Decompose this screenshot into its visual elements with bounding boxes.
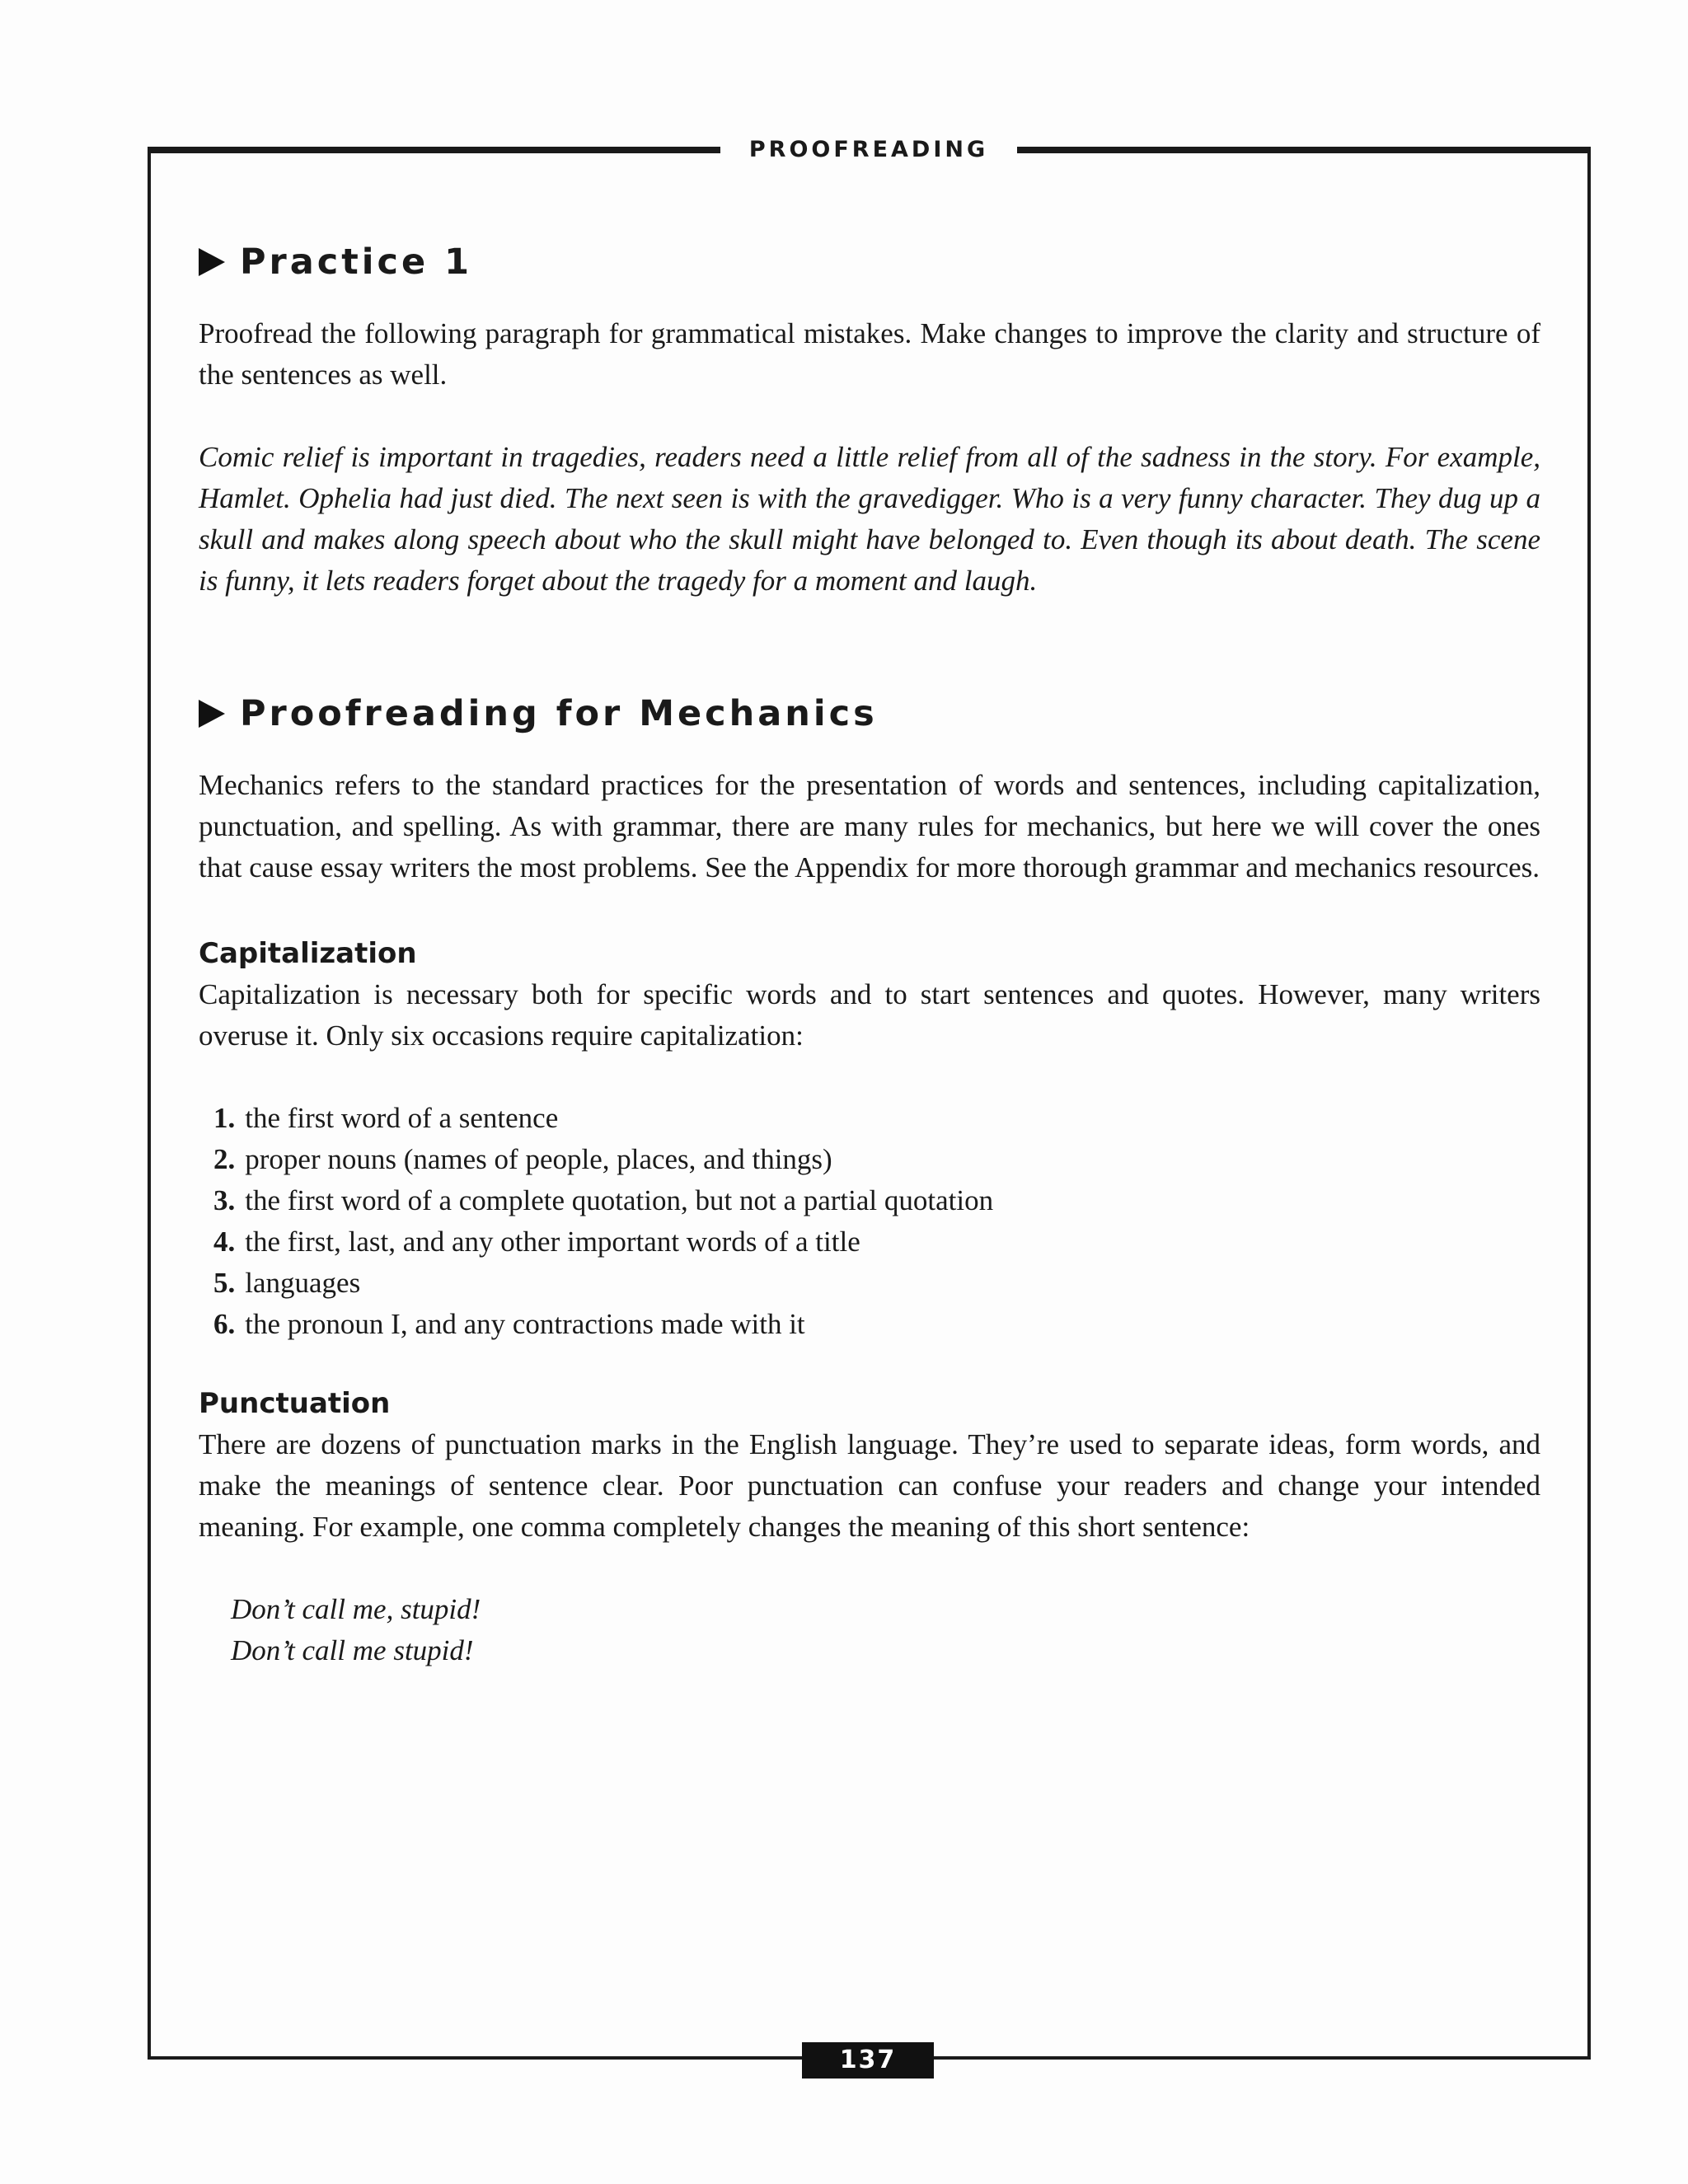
list-item	[213, 1263, 1540, 1304]
capitalization-body: Capitalization is necessary both for specific words and to start sentences and quotes. However, many writers overuse it. Only six occasions require capitalization:	[199, 978, 1540, 1052]
capitalization-list	[199, 1098, 1540, 1345]
list-item-number: 5.	[213, 1267, 236, 1299]
list-item-number: 3.	[213, 1184, 236, 1216]
list-item	[213, 1139, 1540, 1180]
punctuation-heading: Punctuation	[199, 1387, 391, 1420]
example-sentence: Don’t call me stupid!	[231, 1634, 474, 1666]
page-number: 137	[802, 2042, 934, 2079]
mechanics-heading	[199, 682, 1540, 745]
practice-heading	[199, 231, 1540, 293]
list-item-number: 4.	[213, 1226, 236, 1258]
list-item-text: languages	[245, 1267, 361, 1299]
list-item	[213, 1098, 1540, 1139]
list-item-text: the first word of a sentence	[245, 1102, 559, 1134]
practice-title: Practice 1	[240, 241, 473, 283]
mechanics-intro: Mechanics refers to the standard practices for the presentation of words and sentences, including capitalization, punctuation, and spelling. As with grammar, there are many rules for mechanics, but here we will cover the ones that cause essay writers the most problems. See the Appendix for more thorough grammar and mechanics resources.	[199, 769, 1540, 883]
play-triangle-icon	[199, 248, 225, 276]
list-item	[213, 1180, 1540, 1221]
list-item-number: 1.	[213, 1102, 236, 1134]
list-item-text: proper nouns (names of people, places, and things)	[245, 1143, 832, 1175]
running-head: PROOFREADING	[720, 132, 1017, 168]
list-item-number: 2.	[213, 1143, 236, 1175]
punctuation-body: There are dozens of punctuation marks in the English language. They’re used to separate ideas, form words, and make the meanings of sentence clear. Poor punctuation can confuse your readers and change your intended meaning. For example, one comma completely changes the meaning of this short sentence:	[199, 1428, 1540, 1543]
list-item-text: the first, last, and any other important words of a title	[245, 1226, 860, 1258]
punctuation-examples	[199, 1589, 1540, 1671]
list-item-text: the first word of a complete quotation, but not a partial quotation	[245, 1184, 994, 1216]
practice-exercise-paragraph: Comic relief is important in tragedies, readers need a little relief from all of the sadness in the story. For example, Hamlet. Ophelia had just died. The next seen is with the gravedigger. Who is a very funny character. They dug up a skull and makes along speech about who the skull might have belonged to. Even though its about death. The scene is funny, it lets readers forget about the tragedy for a moment and laugh.	[199, 441, 1540, 597]
example-sentence: Don’t call me, stupid!	[231, 1593, 481, 1625]
list-item-number: 6.	[213, 1308, 236, 1340]
list-item-text: the pronoun I, and any contractions made with it	[245, 1308, 805, 1340]
list-item	[213, 1221, 1540, 1263]
page-content	[199, 231, 1540, 1671]
list-item	[213, 1304, 1540, 1345]
play-triangle-icon	[199, 700, 225, 728]
capitalization-heading: Capitalization	[199, 937, 417, 970]
practice-instructions: Proofread the following paragraph for grammatical mistakes. Make changes to improve the clarity and structure of the sentences as well.	[199, 317, 1540, 391]
mechanics-title: Proofreading for Mechanics	[240, 693, 878, 734]
